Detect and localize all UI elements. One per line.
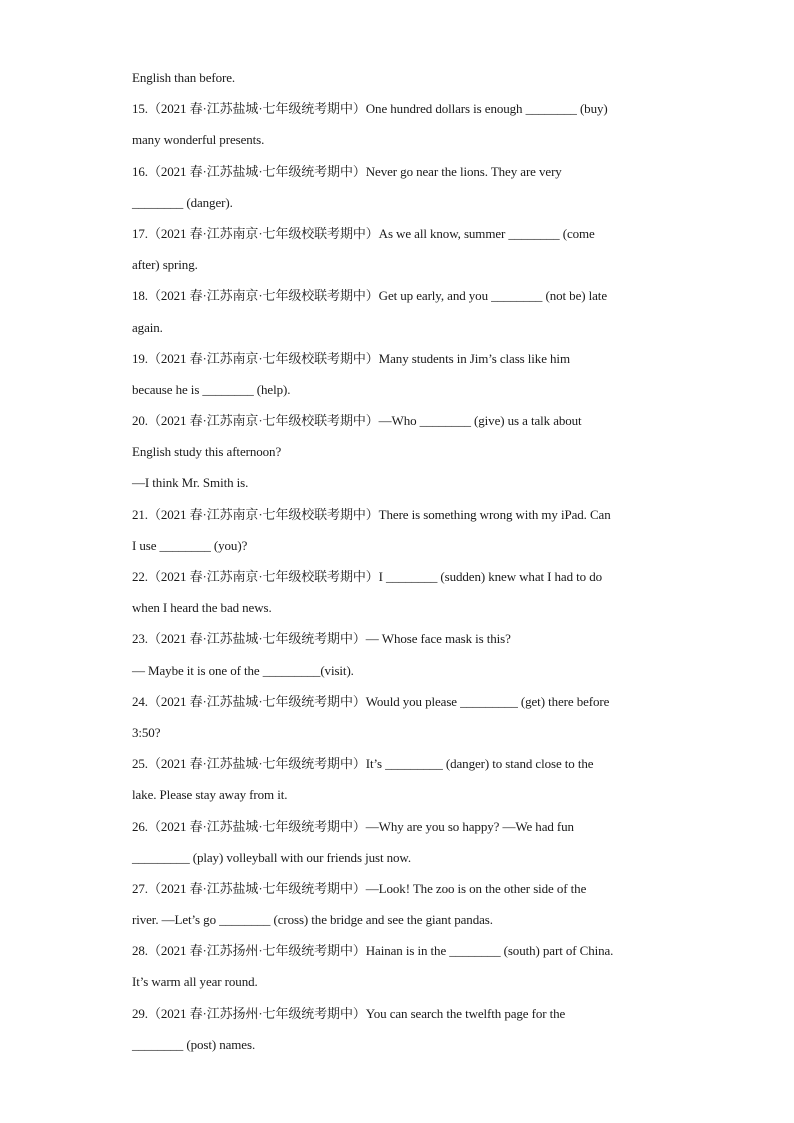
question-25: 25.（2021 春·江苏盐城·七年级统考期中）It’s _________ (danger) to stand close to the	[132, 756, 594, 772]
text-line: English study this afternoon?	[132, 444, 282, 460]
question-21: 21.（2021 春·江苏南京·七年级校联考期中）There is something wrong with my iPad. Can	[132, 506, 611, 522]
question-29: 29.（2021 春·江苏扬州·七年级统考期中）You can search the twelfth page for the	[132, 1005, 566, 1021]
document-page	[132, 62, 672, 1060]
text-line: I use ________ (you)?	[132, 537, 248, 553]
text-line: ________ (post) names.	[132, 1036, 256, 1052]
text-line: when I heard the bad news.	[132, 600, 272, 616]
question-18: 18.（2021 春·江苏南京·七年级校联考期中）Get up early, and you ________ (not be) late	[132, 288, 607, 304]
text-line: because he is ________ (help).	[132, 381, 291, 397]
text-line: English than before.	[132, 70, 236, 85]
text-line: 3:50?	[132, 724, 161, 740]
question-23: 23.（2021 春·江苏盐城·七年级统考期中）— Whose face mask is this?	[132, 631, 511, 647]
text-line: —I think Mr. Smith is.	[132, 475, 249, 491]
text-line: — Maybe it is one of the _________(visit).	[132, 662, 354, 678]
text-line: many wonderful presents.	[132, 132, 265, 148]
question-27: 27.（2021 春·江苏盐城·七年级统考期中）—Look! The zoo is on the other side of the	[132, 880, 587, 896]
question-24: 24.（2021 春·江苏盐城·七年级统考期中）Would you please _________ (get) there before	[132, 693, 610, 709]
question-20: 20.（2021 春·江苏南京·七年级校联考期中）—Who ________ (give) us a talk about	[132, 413, 582, 429]
text-line: ________ (danger).	[132, 194, 233, 210]
text-line: again.	[132, 319, 163, 335]
text-line: _________ (play) volleyball with our friends just now.	[132, 849, 411, 865]
text-line: river. —Let’s go ________ (cross) the bridge and see the giant pandas.	[132, 912, 493, 928]
question-16: 16.（2021 春·江苏盐城·七年级统考期中）Never go near the lions. They are very	[132, 163, 562, 179]
question-17: 17.（2021 春·江苏南京·七年级校联考期中）As we all know, summer ________ (come	[132, 225, 595, 241]
text-line: lake. Please stay away from it.	[132, 787, 288, 803]
question-15: 15.（2021 春·江苏盐城·七年级统考期中）One hundred dollars is enough ________ (buy)	[132, 101, 608, 117]
text-line: It’s warm all year round.	[132, 974, 258, 990]
question-26: 26.（2021 春·江苏盐城·七年级统考期中）—Why are you so happy? —We had fun	[132, 818, 574, 834]
question-28: 28.（2021 春·江苏扬州·七年级统考期中）Hainan is in the ________ (south) part of China.	[132, 943, 614, 959]
text-line: after) spring.	[132, 257, 198, 273]
question-22: 22.（2021 春·江苏南京·七年级校联考期中）I ________ (sudden) knew what I had to do	[132, 569, 603, 584]
question-19: 19.（2021 春·江苏南京·七年级校联考期中）Many students in Jim’s class like him	[132, 350, 570, 366]
